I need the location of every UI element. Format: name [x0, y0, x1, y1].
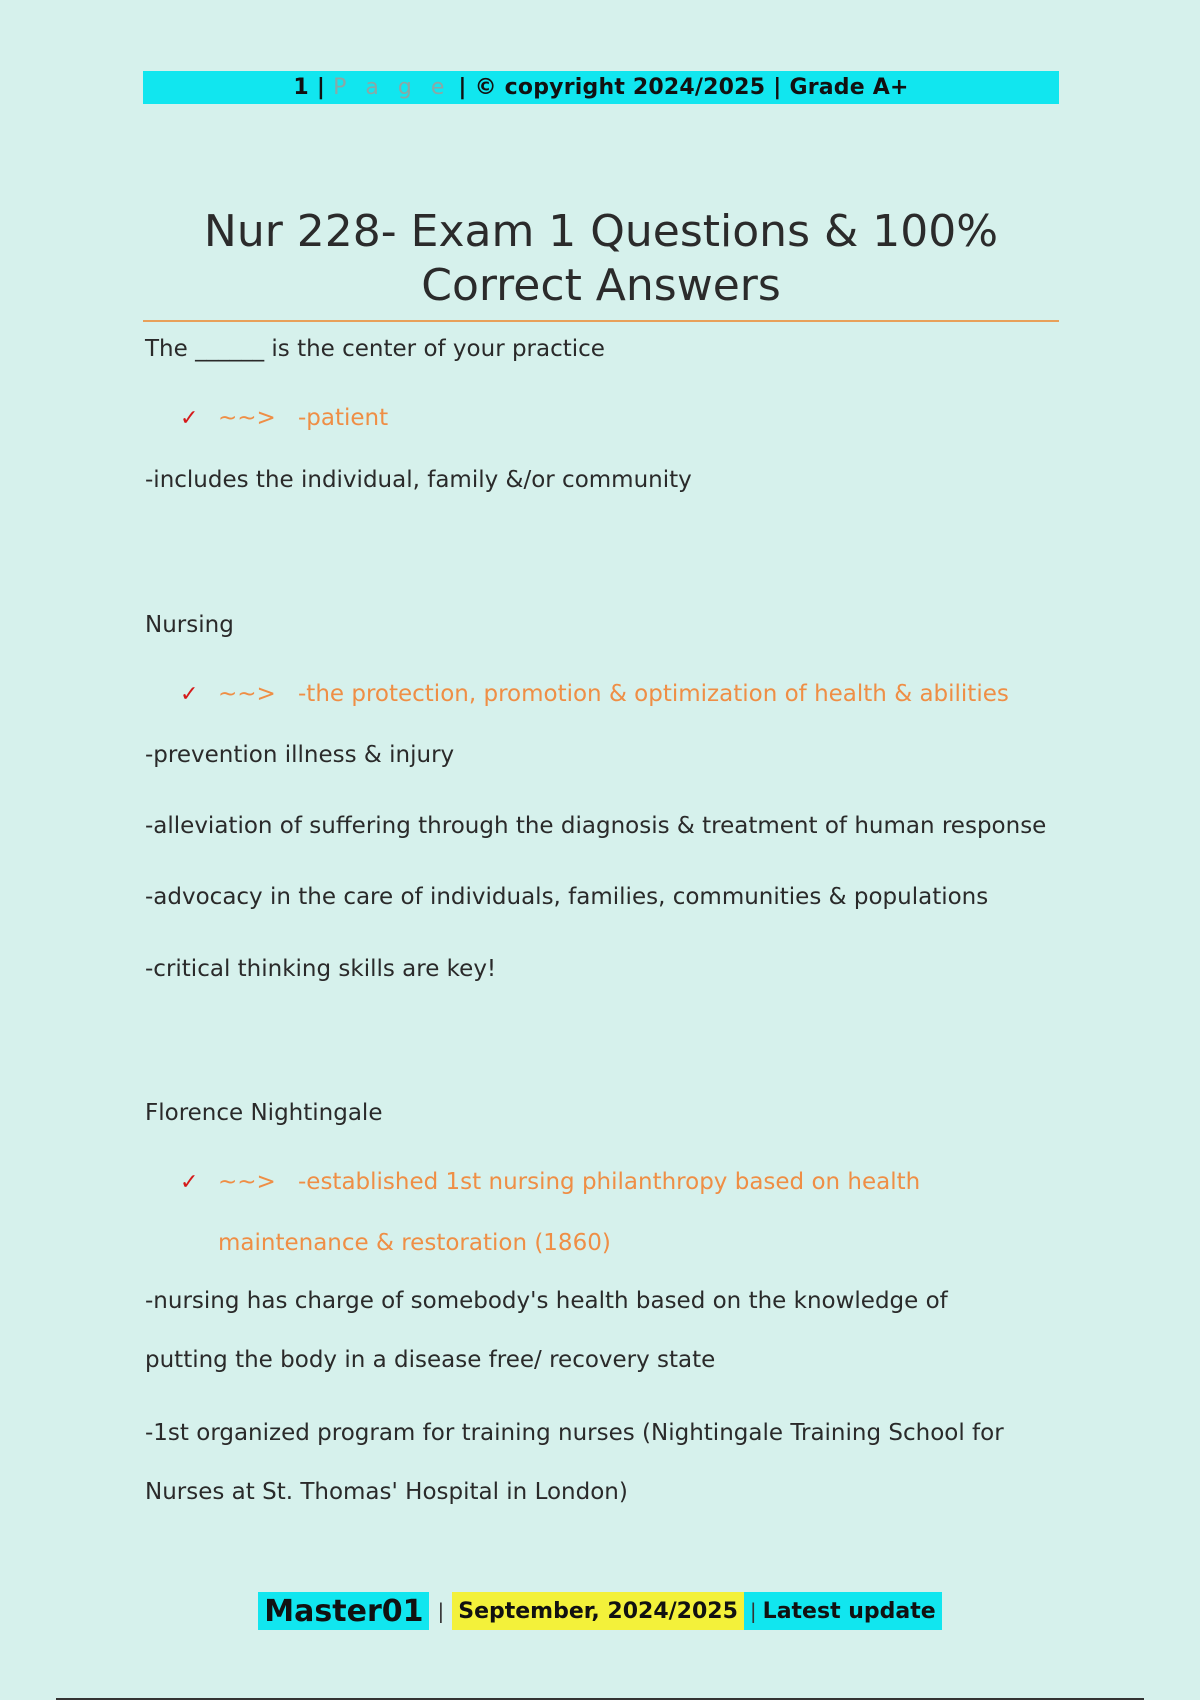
document-title: Nur 228- Exam 1 Questions & 100% Correct Answers	[203, 206, 999, 311]
note-line: -prevention illness & injury	[145, 742, 455, 768]
footer-date: September, 2024/2025	[452, 1592, 744, 1630]
page-footer	[0, 1592, 1200, 1630]
arrow-text: ~~>	[218, 405, 276, 431]
latest-update-label: Latest update	[761, 1592, 942, 1630]
answer-continuation: maintenance & restoration (1860)	[218, 1230, 611, 1256]
footer-separator: |	[744, 1592, 761, 1630]
question-1: The ______ is the center of your practice	[145, 336, 605, 362]
check-icon: ✓	[180, 1170, 199, 1195]
header-separator: |	[773, 75, 782, 100]
copyright-text: © copyright 2024/2025	[474, 75, 766, 100]
footer-separator: |	[437, 1599, 445, 1623]
note-line: -alleviation of suffering through the diagnosis & treatment of human response	[145, 813, 1047, 839]
check-icon: ✓	[180, 682, 199, 707]
header-separator: |	[458, 75, 467, 100]
answer-text: -patient	[298, 405, 389, 431]
page-number: 1	[293, 75, 309, 100]
answer-1	[180, 405, 388, 431]
page-header	[143, 71, 1059, 104]
check-icon: ✓	[180, 406, 199, 431]
page-label: P a g e	[333, 75, 451, 100]
note-line: -1st organized program for training nurses (Nightingale Training School for	[145, 1420, 1004, 1446]
arrow-text: ~~>	[218, 681, 276, 707]
grade-text: Grade A+	[789, 75, 909, 100]
question-3: Florence Nightingale	[145, 1100, 383, 1126]
note-line: -includes the individual, family &/or community	[145, 467, 692, 493]
note-line: -nursing has charge of somebody's health based on the knowledge of	[145, 1288, 948, 1314]
question-2: Nursing	[145, 612, 234, 638]
answer-text: -the protection, promotion & optimization of health & abilities	[298, 681, 1009, 707]
header-separator: |	[316, 75, 326, 100]
note-line: putting the body in a disease free/ recovery state	[145, 1347, 716, 1373]
title-underline	[143, 320, 1059, 322]
answer-text: -established 1st nursing philanthropy based on health	[298, 1169, 921, 1195]
answer-3	[180, 1169, 920, 1195]
answer-2	[180, 681, 1009, 707]
note-line: -critical thinking skills are key!	[145, 956, 497, 982]
note-line: Nurses at St. Thomas' Hospital in London)	[145, 1479, 628, 1505]
author-name: Master01	[258, 1592, 429, 1630]
arrow-text: ~~>	[218, 1169, 276, 1195]
note-line: -advocacy in the care of individuals, families, communities & populations	[145, 884, 989, 910]
